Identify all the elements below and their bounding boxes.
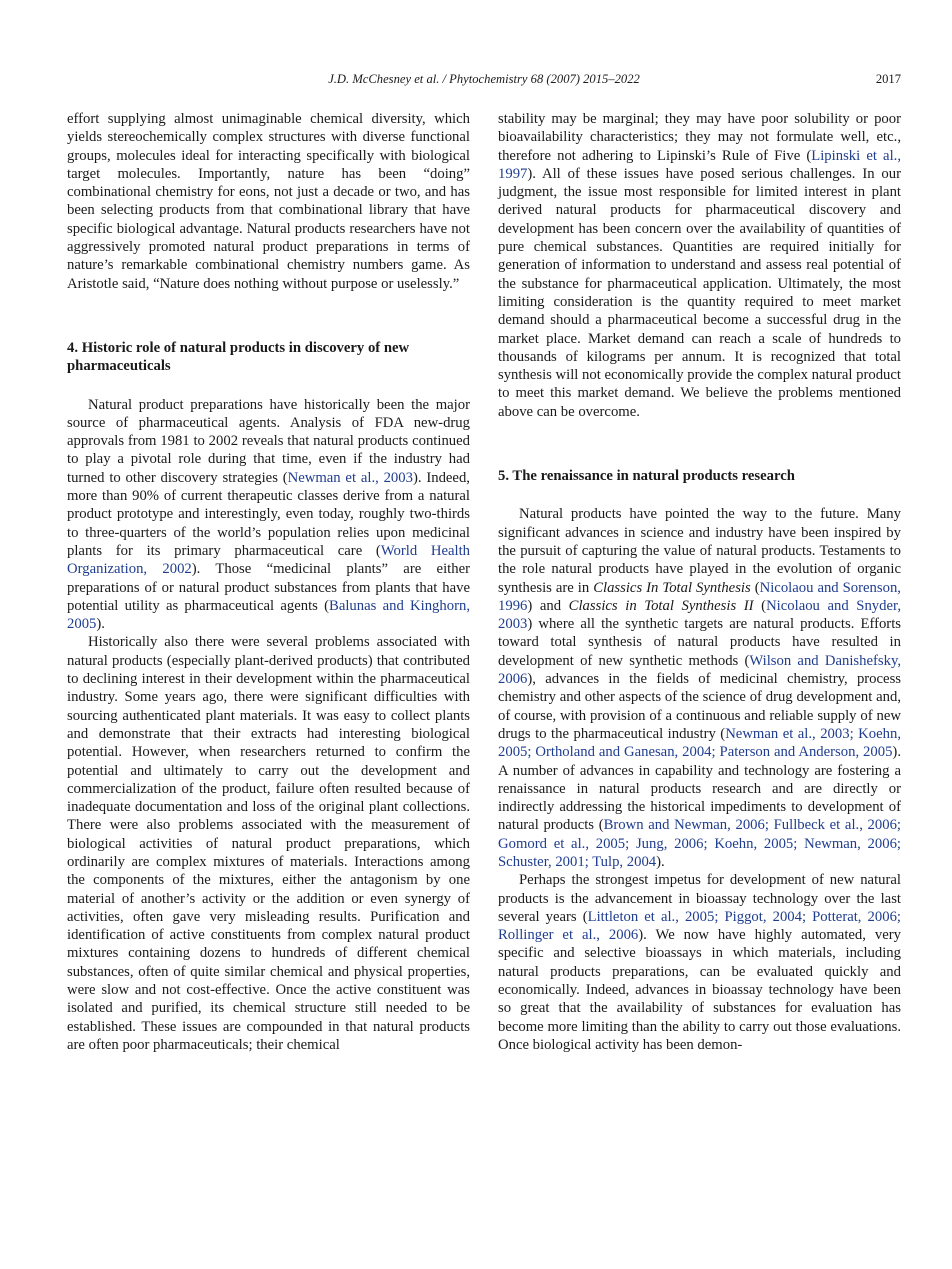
running-head: J.D. McChesney et al. / Phytochemistry 68 (2007) 2015–2022 [328, 72, 640, 86]
text-run: ). A number of advances in capability and technology are fostering a renaissance in natural products research and are directly or indirectly addressing the historical impediments to development of natural products ( [498, 744, 901, 834]
text-run: ), advances in the fields of medicinal chemistry, process chemistry and other aspects of the science of drug development and, of course, with provision of a continuous and reliable supply of new drugs to the pharmaceutical industry ( [498, 671, 901, 742]
text-run: ). [96, 616, 105, 633]
text-run: ). [656, 853, 665, 870]
citation-link[interactable]: Nicolaou and Snyder, 2003 [498, 597, 901, 633]
section-4-heading: 4. Historic role of natural products in discovery of new pharmaceuticals [67, 339, 410, 375]
paragraph-continued [498, 110, 901, 421]
text-run: ). We now have highly automated, very specific and selective bioassays in which materials, including natural products preparations, can be evaluated quickly and economically. Indeed, advances in bioassay technology have been so great that the availability of substances for evaluation has become more limiting than the ability to carry out those evaluations. Once biological activity has been demon- [498, 927, 901, 1053]
section-5-heading: 5. The renaissance in natural products research [498, 468, 795, 485]
running-header [67, 72, 901, 90]
citation-link[interactable]: Newman et al., 2003 [287, 469, 413, 486]
paragraph-continued [67, 110, 470, 293]
text-run: Natural products have pointed the way to the future. Many significant advances in science and industry have been inspired by the pursuit of capturing the value of natural products. Testaments to the role natural products have played in the evolution of organic synthesis are in [498, 506, 901, 596]
paragraph [67, 396, 470, 634]
italic-title: Classics In Total Synthesis [593, 579, 751, 596]
text-run: Perhaps the strongest impetus for development of new natural products is the advancement in bioassay technology over the last several years ( [498, 872, 901, 925]
text-run: ). Indeed, more than 90% of current therapeutic classes derive from a natural product prototype and interestingly, even today, roughly two-thirds to three-quarters of the world’s population relies upon medicinal plants for its primary pharmaceutical care ( [67, 469, 470, 559]
text-run: ( [750, 579, 760, 596]
left-column [67, 110, 470, 1054]
citation-link[interactable]: Wilson and Danishefsky, 2006 [498, 652, 902, 688]
citation-link[interactable]: Newman et al., 2003; Koehn, 2005; Ortholand and Ganesan, 2004; Paterson and Anderson, 2005 [498, 725, 901, 761]
paragraph [67, 633, 470, 1054]
text-run: effort supplying almost unimaginable chemical diversity, which yields stereochemically complex structures with diverse functional groups, molecules ideal for interacting specifically with biological target molecules. Importantly, nature has been “doing” combinational chemistry for eons, not just a decade or two, and has been selecting products from that combinational library that have specific biological advantage. Natural products researchers have not aggressively promoted natural product preparations in terms of nature’s remarkable combinational chemistry numbers game. As Aristotle said, “Nature does nothing without purpose or uselessly.” [67, 111, 470, 292]
text-run: Natural product preparations have historically been the major source of pharmaceutical agents. Analysis of FDA new-drug approvals from 1981 to 2002 reveals that natural products continued to play a pivotal role during that time, even if the industry had turned to other discovery strategies ( [67, 396, 470, 486]
text-run: ) where all the synthetic targets are natural products. Efforts toward total synthesis of natural products have resulted in development of new synthetic methods ( [498, 616, 901, 669]
paragraph [498, 871, 901, 1054]
paragraph [498, 505, 901, 871]
text-run: Historically also there were several problems associated with natural products (especially plant-derived products) that contributed to declining interest in their development within the pharmaceutical industry. Some years ago, there were significant difficulties with sourcing authenticated plant materials. It was easy to collect plants and demonstrate that their extracts had interesting biological potential. However, when researchers returned to confirm the potential and ultimately to carry out the development and commercialization of the product, failure often resulted because of inadequate documentation and loss of the original plant collections. There were also problems associated with the measurement of biological activities of natural product preparations, which ordinarily are complex mixtures of materials. Interactions among the components of the mixtures, either the antagonism by one material of another’s activity or the addition or even synergy of activities, often gave very misleading results. Purification and identification of active constituents from complex natural product mixtures containing dozens to hundreds of different chemical substances, often of quite similar chemical and physical properties, were slow and not cost-effective. Once the active constituent was isolated and purified, its chemical structure still needed to be established. These issues are compounded in that natural products are often poor pharmaceuticals; their chemical [67, 634, 470, 1053]
text-run: ) and [527, 597, 569, 614]
right-column [498, 110, 901, 1054]
text-run: ). All of these issues have posed serious challenges. In our judgment, the issue most responsible for limited interest in plant derived natural products for pharmaceutical discovery and development has been concern over the availability of quantities of pure chemical substances. Quantities are required initially for generation of information to understand and assess real potential of the substance for pharmaceutical application. Ultimately, the most limiting consideration is the quantity required to meet market demand should a pharmaceutical become a successful drug in the market place. Market demand can reach a scale of hundreds to thousands of kilograms per annum. It is recognized that total synthesis will not economically provide the complex natural product to meet this market demand. We believe the problems mentioned above can be overcome. [498, 165, 901, 420]
text-run: ( [753, 597, 767, 614]
text-run: stability may be marginal; they may have poor solubility or poor bioavailability characteristics; they may not formulate well, etc., therefore not adhering to Lipinski’s Rule of Five ( [498, 111, 901, 164]
page-number: 2017 [875, 72, 901, 86]
italic-title: Classics in Total Synthesis II [568, 597, 754, 614]
text-run: ). Those “medicinal plants” are either preparations of or natural product substances from plants that have potential utility as pharmaceutical agents ( [67, 561, 470, 614]
citation-link[interactable]: World Health Organization, 2002 [67, 542, 471, 578]
citation-link[interactable]: Lipinski et al., 1997 [498, 147, 901, 182]
citation-link[interactable]: Nicolaou and Sorenson, 1996 [498, 579, 901, 614]
citation-link[interactable]: Littleton et al., 2005; Piggot, 2004; Potterat, 2006; Rollinger et al., 2006 [498, 908, 902, 944]
citation-link[interactable]: Brown and Newman, 2006; Fullbeck et al., 2006; Gomord et al., 2005; Jung, 2006; Koehn, 2005; Newman, 2006; Schuster, 2001; Tulp, 2004 [498, 817, 901, 870]
citation-link[interactable]: Balunas and Kinghorn, 2005 [67, 597, 470, 633]
